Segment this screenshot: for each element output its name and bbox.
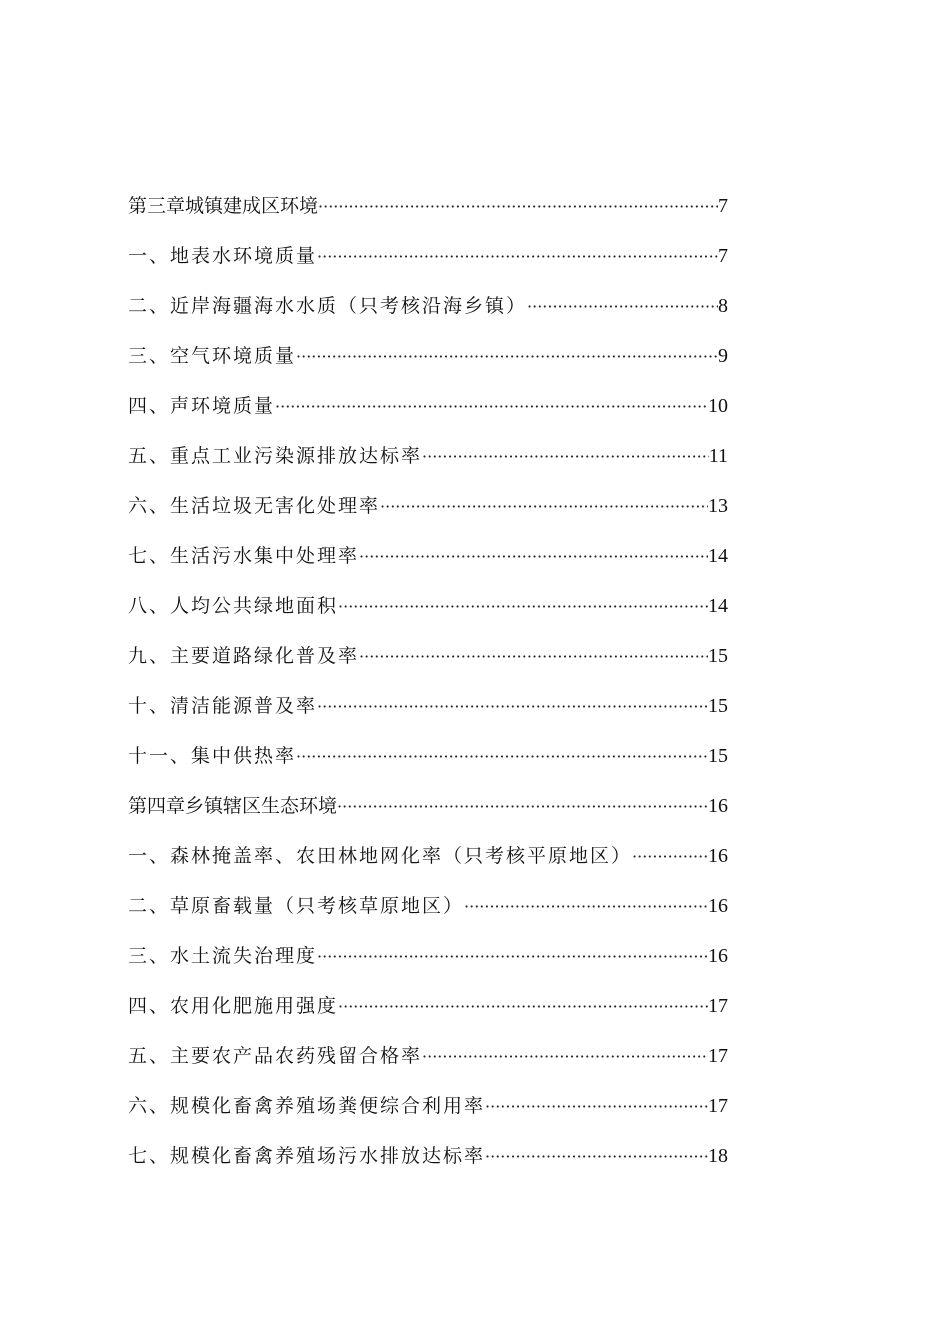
dot-leader xyxy=(422,439,709,475)
toc-section-entry[interactable] xyxy=(128,688,728,738)
dot-leader xyxy=(359,539,708,575)
dot-leader xyxy=(317,689,708,725)
toc-page-number: 16 xyxy=(708,845,728,867)
toc-entry-title: 十、清洁能源普及率 xyxy=(128,695,318,717)
dot-leader xyxy=(317,939,708,975)
toc-page-number: 15 xyxy=(708,745,728,767)
dot-leader xyxy=(338,989,708,1025)
toc-page-number: 15 xyxy=(708,645,728,667)
toc-page-number: 8 xyxy=(718,295,728,317)
toc-entry-title: 八、人均公共绿地面积 xyxy=(128,595,339,617)
dot-leader xyxy=(464,889,708,925)
toc-section-entry[interactable] xyxy=(128,838,728,888)
table-of-contents xyxy=(128,188,728,1188)
toc-page-number: 7 xyxy=(718,245,728,267)
toc-section-entry[interactable] xyxy=(128,1038,728,1088)
toc-entry-title: 二、草原畜载量（只考核草原地区） xyxy=(128,895,465,917)
toc-section-entry[interactable] xyxy=(128,738,728,788)
toc-section-entry[interactable] xyxy=(128,1088,728,1138)
toc-section-entry[interactable] xyxy=(128,388,728,438)
dot-leader xyxy=(422,1039,708,1075)
toc-entry-title: 七、规模化畜禽养殖场污水排放达标率 xyxy=(128,1145,486,1167)
toc-page-number: 16 xyxy=(708,795,728,817)
toc-entry-title: 五、重点工业污染源排放达标率 xyxy=(128,445,423,467)
toc-section-entry[interactable] xyxy=(128,938,728,988)
toc-entry-title: 二、近岸海疆海水水质（只考核沿海乡镇） xyxy=(128,295,528,317)
toc-page-number: 14 xyxy=(708,545,728,567)
toc-entry-title: 九、主要道路绿化普及率 xyxy=(128,645,360,667)
toc-entry-title: 六、规模化畜禽养殖场粪便综合利用率 xyxy=(128,1095,486,1117)
toc-entry-title: 四、声环境质量 xyxy=(128,395,276,417)
toc-section-entry[interactable] xyxy=(128,438,728,488)
toc-page-number: 17 xyxy=(708,995,728,1017)
toc-entry-title: 一、森林掩盖率、农田林地网化率（只考核平原地区） xyxy=(128,845,633,867)
toc-chapter-entry[interactable] xyxy=(128,188,728,238)
toc-entry-title: 第三章城镇建成区环境 xyxy=(128,195,319,217)
toc-entry-title: 四、农用化肥施用强度 xyxy=(128,995,339,1017)
dot-leader xyxy=(296,739,708,775)
toc-section-entry[interactable] xyxy=(128,338,728,388)
toc-section-entry[interactable] xyxy=(128,588,728,638)
toc-section-entry[interactable] xyxy=(128,988,728,1038)
dot-leader xyxy=(275,389,708,425)
dot-leader xyxy=(380,489,708,525)
toc-entry-title: 一、地表水环境质量 xyxy=(128,245,318,267)
dot-leader xyxy=(338,589,708,625)
toc-section-entry[interactable] xyxy=(128,1138,728,1188)
toc-section-entry[interactable] xyxy=(128,638,728,688)
dot-leader xyxy=(296,339,718,375)
toc-chapter-entry[interactable] xyxy=(128,788,728,838)
toc-entry-title: 十一、集中供热率 xyxy=(128,745,297,767)
toc-page-number: 13 xyxy=(708,495,728,517)
toc-section-entry[interactable] xyxy=(128,888,728,938)
toc-page-number: 16 xyxy=(708,945,728,967)
toc-section-entry[interactable] xyxy=(128,538,728,588)
dot-leader xyxy=(318,189,718,225)
toc-entry-title: 六、生活垃圾无害化处理率 xyxy=(128,495,381,517)
dot-leader xyxy=(359,639,708,675)
toc-entry-title: 三、水土流失治理度 xyxy=(128,945,318,967)
toc-section-entry[interactable] xyxy=(128,238,728,288)
toc-page-number: 10 xyxy=(708,395,728,417)
dot-leader xyxy=(485,1139,708,1175)
toc-page-number: 15 xyxy=(708,695,728,717)
toc-entry-title: 三、空气环境质量 xyxy=(128,345,297,367)
toc-section-entry[interactable] xyxy=(128,288,728,338)
dot-leader xyxy=(317,239,718,275)
dot-leader xyxy=(337,789,708,825)
toc-page-number: 16 xyxy=(708,895,728,917)
toc-entry-title: 七、生活污水集中处理率 xyxy=(128,545,360,567)
toc-section-entry[interactable] xyxy=(128,488,728,538)
toc-page-number: 14 xyxy=(708,595,728,617)
dot-leader xyxy=(485,1089,708,1125)
toc-page-number: 9 xyxy=(718,345,728,367)
toc-entry-title: 五、主要农产品农药残留合格率 xyxy=(128,1045,423,1067)
toc-page-number: 11 xyxy=(708,445,728,467)
toc-page-number: 18 xyxy=(708,1145,728,1167)
dot-leader xyxy=(632,839,708,875)
dot-leader xyxy=(527,289,718,325)
toc-page-number: 17 xyxy=(708,1045,728,1067)
toc-page-number: 7 xyxy=(718,195,728,217)
toc-entry-title: 第四章乡镇辖区生态环境 xyxy=(128,795,338,817)
toc-page-number: 17 xyxy=(708,1095,728,1117)
